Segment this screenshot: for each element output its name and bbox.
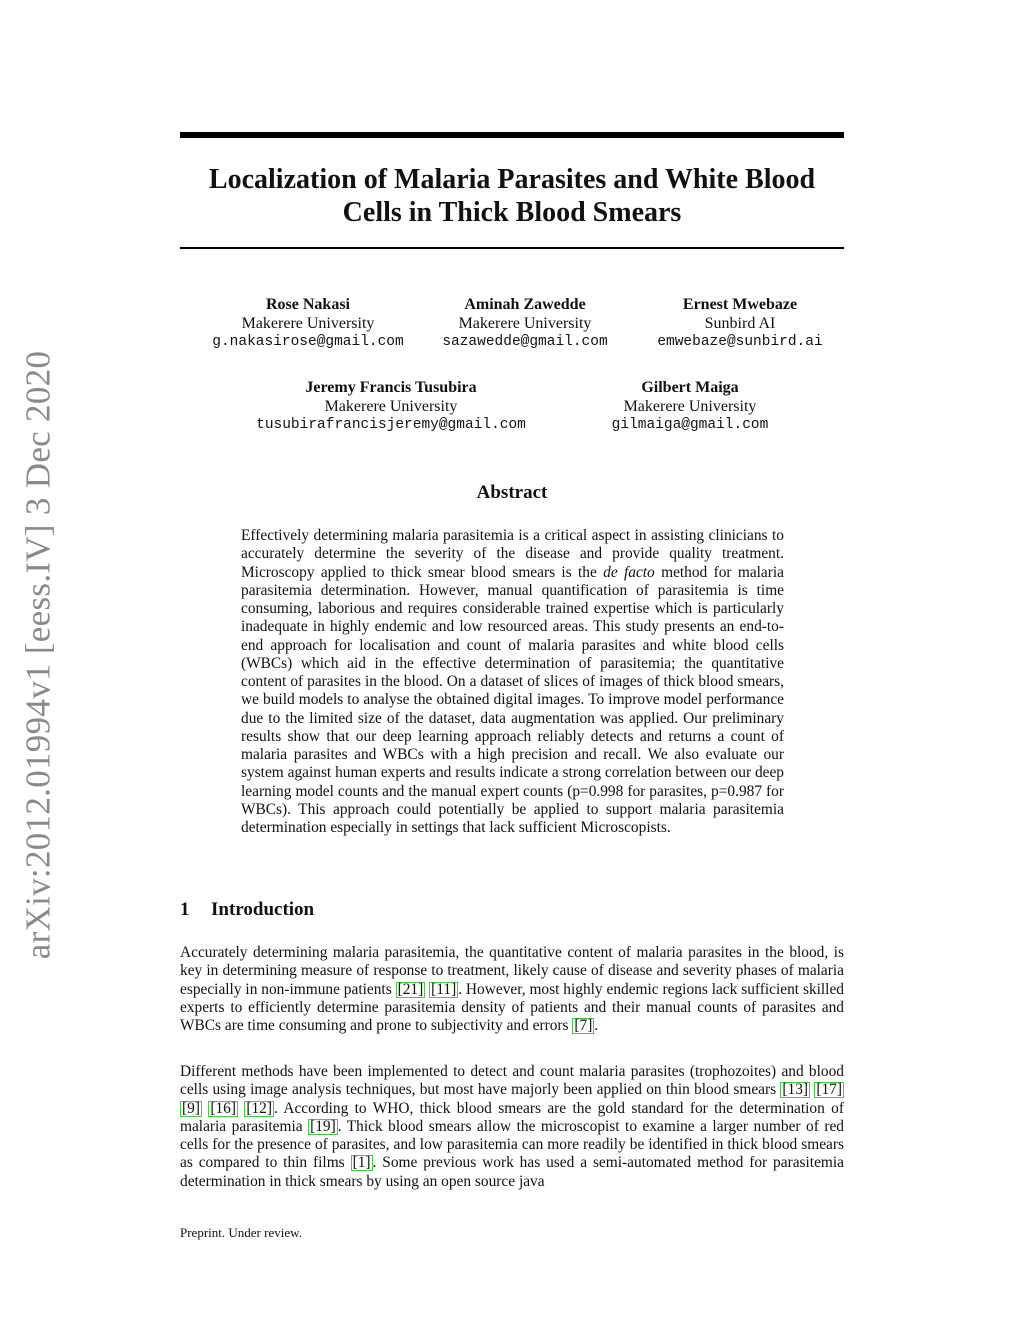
intro-paragraph-2 — [180, 1063, 844, 1191]
author-block — [198, 295, 418, 352]
author-email[interactable]: emwebaze@sunbird.ai — [657, 334, 823, 350]
citation-link[interactable]: [1] — [352, 1154, 371, 1172]
citation-link[interactable]: [12] — [246, 1099, 272, 1117]
author-block — [635, 295, 845, 352]
section-heading — [180, 899, 314, 921]
author-name: Gilbert Maiga — [641, 379, 739, 396]
citation-link[interactable]: [21] — [397, 980, 424, 998]
footer-note: Preprint. Under review. — [180, 1225, 302, 1240]
citation-link[interactable]: [19] — [310, 1117, 336, 1135]
abstract-heading: Abstract — [476, 482, 548, 503]
author-block — [425, 295, 625, 352]
author-email[interactable]: gilmaiga@gmail.com — [611, 417, 769, 433]
citation-link[interactable]: [7] — [574, 1017, 593, 1034]
author-name: Ernest Mwebaze — [682, 296, 798, 313]
author-name: Rose Nakasi — [265, 296, 350, 313]
abstract-text-part: Effectively determining malaria parasitemia is a critical aspect in assisting clinicians to accurately determine the severity of the disease and provide quality treatment. Microscopy applied to thick smear blood smears is the — [241, 527, 784, 581]
author-name: Jeremy Francis Tusubira — [305, 379, 477, 396]
author-affiliation: Makerere University — [241, 315, 375, 332]
citation-link[interactable]: [17] — [816, 1081, 842, 1099]
intro-paragraph-1 — [180, 944, 844, 1035]
author-affiliation: Makerere University — [623, 398, 757, 415]
paragraph-text: . — [594, 1017, 599, 1034]
citation-link[interactable]: [11] — [431, 980, 457, 998]
abstract-text-part: method for malaria parasitemia determination. However, manual quantification of parasitemia is time consuming, laborious and requires considerable trained expertise which is particularly inadequate in highly endemic and low resourced areas. This study presents an end-to-end approach for localisation and count of malaria parasites and white blood cells (WBCs) which aid in the effective determination of parasitemia; the quantitative content of parasites in the blood. On a dataset of slices of images of thick blood smears, we build models to analyse the obtained digital images. To improve model performance due to the limited size of the dataset, data augmentation was applied. Our preliminary results show that our deep learning approach reliably detects and returns a count of malaria parasites and WBCs with a high precision and recall. We also evaluate our system against human experts and results indicate a strong correlation between our deep learning model counts and the manual expert counts (p=0.998 for parasites, p=0.987 for WBCs). This approach could potentially be applied to support malaria parasitemia determination especially in settings that lack sufficient Microscopists. — [241, 563, 784, 836]
citation-link[interactable]: [16] — [210, 1099, 236, 1117]
author-email[interactable]: tusubirafrancisjeremy@gmail.com — [256, 417, 526, 433]
citation-link[interactable]: [13] — [782, 1081, 809, 1099]
title-rule-top — [180, 132, 844, 138]
paragraph-text: Different methods have been implemented to detect and count malaria parasites (trophozoites) and blood cells using image analysis techniques, but most have majorly been applied on thin blood smears — [180, 1063, 844, 1099]
paragraph-text: . However, most highly endemic regions lack sufficient skilled experts to efficiently determine parasitemia density of patients and their manual counts of parasites and WBCs are time consuming and prone to subjectivity and errors — [180, 980, 844, 1034]
arxiv-stamp: arXiv:2012.01994v1 [eess.IV] 3 Dec 2020 — [18, 350, 58, 960]
paragraph-text: Accurately determining malaria parasitemia, the quantitative content of malaria parasites in the blood, is key in determining measure of response to treatment, likely cause of disease and severity phases of malaria especially in non-immune patients — [180, 944, 844, 998]
arxiv-sidebar — [16, 350, 60, 960]
author-affiliation: Sunbird AI — [704, 315, 776, 332]
abstract-text — [241, 527, 784, 837]
citation-link[interactable]: [9] — [182, 1099, 200, 1117]
paragraph-text: . Some previous work has used a semi-automated method for parasitemia determination in thick smears by using an open source java — [180, 1154, 844, 1190]
section-number: 1 — [180, 899, 190, 920]
author-block — [595, 378, 785, 435]
author-email[interactable]: sazawedde@gmail.com — [442, 334, 608, 350]
paragraph-text: . Thick blood smears allow the microscopist to examine a larger number of red cells for the presence of parasites, and low parasitemia can more readily be identified in thick blood smears as compared to thin films — [180, 1117, 844, 1172]
paragraph-text: . According to WHO, thick blood smears are the gold standard for the determination of malaria parasitemia — [180, 1099, 844, 1135]
section-title: Introduction — [211, 899, 315, 920]
author-affiliation: Makerere University — [324, 398, 458, 415]
author-affiliation: Makerere University — [458, 315, 592, 332]
author-email[interactable]: g.nakasirose@gmail.com — [212, 334, 404, 350]
paper-title: Localization of Malaria Parasites and White Blood Cells in Thick Blood Smears — [208, 164, 816, 228]
author-name: Aminah Zawedde — [464, 296, 586, 313]
abstract-italic: de facto — [603, 563, 655, 581]
author-block — [241, 378, 541, 435]
title-rule-bottom — [180, 247, 844, 249]
